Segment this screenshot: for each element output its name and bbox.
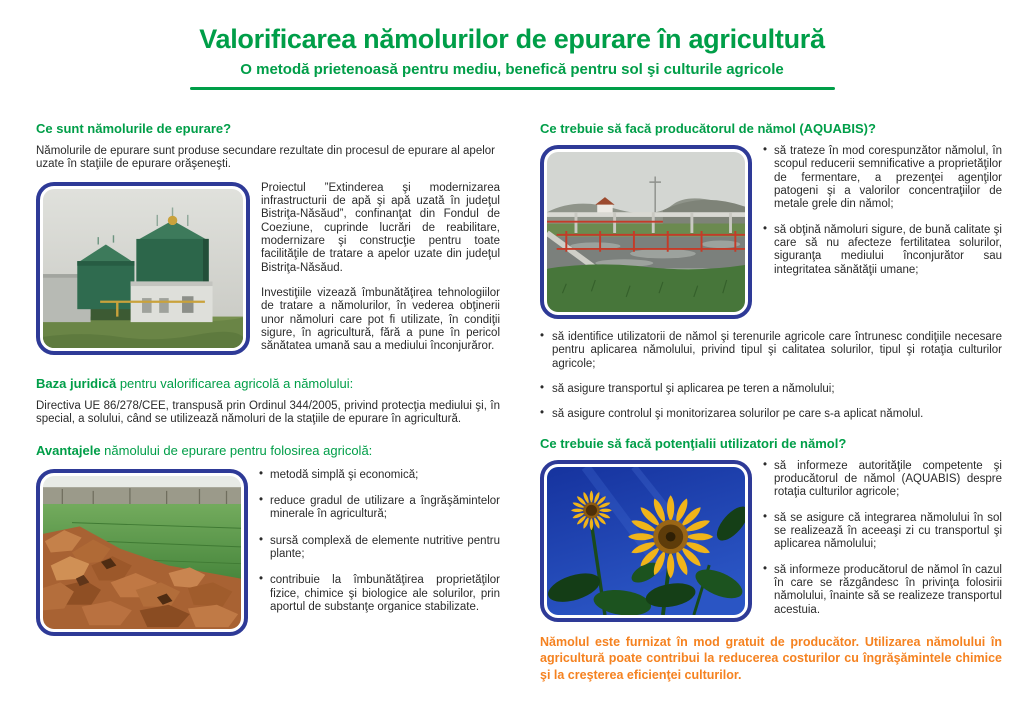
media-row-basins	[540, 145, 1002, 319]
header-rule	[190, 87, 835, 90]
section-heading-users: Ce trebuie să facă potenţialii utilizatori de nămol?	[540, 435, 847, 451]
sludge-photo-illustration	[43, 476, 241, 629]
media-row-sunflowers	[540, 460, 1002, 622]
producer-item: • să identifice utilizatorii de nămol şi terenurile agricole care întrunesc condiţiile necesare pentru aplicarea nămolului, privind tipul şi calitatea solurilor, tipul şi rotaţia culturilor agricole;	[540, 331, 1002, 371]
right-column	[540, 121, 1002, 683]
producer-item: • să obţină nămoluri sigure, de bună calitate şi care să nu afecteze fertilitatea solurilor, siguranţa mediului înconjurător sau integritatea sănătăţii umane;	[763, 224, 1002, 277]
intro-paragraph: Nămolurile de epurare sunt produse secundare rezultate din procesul de epurare al apelor uzate în staţiile de epurare orăşeneşti.	[36, 145, 496, 171]
advantages-list	[259, 469, 500, 628]
producer-item: • să asigure controlul şi monitorizarea solurilor pe care s-a aplicat nămolul.	[540, 408, 1002, 421]
left-column	[36, 121, 500, 636]
project-paragraph-1: Proiectul ”Extinderea şi modernizarea infrastructurii de apă şi apă uzată în judeţul Bistriţa-Năsăud”, confinanţat din Fondul de Coeziune, cuprinde lucrări de reabilitare, modernizare şi construcţie pentru toate facilităţile de tratare a apelor uzate din judeţul Bistriţa-Năsăud.	[261, 181, 500, 274]
law-paragraph: Directiva UE 86/278/CEE, transpusă prin Ordinul 344/2005, privind protecţia mediului şi, în special, a solului, când se utilizează nămoluri de la staţiile de epurare în agricultură.	[36, 399, 500, 426]
advantage-item: • metodă simplă şi economică;	[259, 469, 500, 482]
media-row-sludge	[36, 469, 500, 636]
project-paragraph-2: Investiţiile vizează îmbunătăţirea tehnologiilor de tratare a nămolurilor, în vederea obţinerii unor nămoluri care pot fi utilizate, în condiţii sigure, în agricultură, fără a pune în pericol sănătatea umană sau a mediului înconjurăror.	[261, 287, 500, 353]
user-item: • să informeze autorităţile competente şi producătorul de nămol (AQUABIS) despre rotaţia culturilor agricole;	[763, 460, 1002, 500]
law-heading-rest: pentru valorificarea agricolă a nămolului:	[116, 375, 354, 391]
section-heading-advantages	[36, 443, 500, 458]
sewage-treatment-tanks-photo	[36, 182, 250, 355]
page-title: Valorificarea nămolurilor de epurare în agricultură	[199, 24, 825, 54]
free-sludge-note: Nămolul este furnizat în mod gratuit de producător. Utilizarea nămolului în agricultură poate contribui la reducerea costurilor cu îngrăşămintele chimice şi la creşterea eficienţei culturilor.	[540, 634, 1002, 682]
user-item: • să informeze producătorul de nămol în cazul în care se răzgândesc în privinţa folosirii nămolului, înainte să se realizeze transportul acestuia.	[763, 564, 1002, 617]
sunflower-small	[571, 490, 612, 530]
section-heading-what: Ce sunt nămolurile de epurare?	[36, 121, 232, 136]
page-subtitle: O metodă prietenoasă pentru mediu, benefică pentru sol şi culturile agricole	[240, 61, 784, 78]
producer-item: • să trateze în mod corespunzător nămolul, în scopul reducerii semnificative a proprietăţilor de fermentare, a prezenţei agenţilor patogeni şi a valorilor concentraţiilor de metale grele din nămol;	[763, 145, 1002, 212]
sunflower-large	[628, 495, 713, 578]
sunflowers-photo	[540, 460, 752, 622]
advantage-item: • sursă complexă de elemente nutritive pentru plante;	[259, 535, 500, 562]
section-heading-law	[36, 376, 500, 391]
section-heading-producer: Ce trebuie să facă producătorul de nămol (AQUABIS)?	[540, 121, 876, 136]
basins-photo-illustration	[547, 152, 745, 312]
advantage-item: • reduce gradul de utilizare a îngrăşămintelor minerale în agricultură;	[259, 495, 500, 522]
tanks-photo-illustration	[43, 189, 243, 348]
advantages-heading-rest: nămolului de epurare pentru folosirea agricolă:	[100, 443, 373, 459]
producer-full-list	[540, 331, 1002, 422]
project-text	[261, 182, 500, 354]
sunflowers-photo-illustration	[547, 467, 745, 615]
media-row-tanks	[36, 182, 500, 355]
producer-side-list	[763, 145, 1002, 277]
user-item: • să se asigure că integrarea nămolului în sol se realizează în aceeaşi zi cu transportul şi aplicarea nămolului;	[763, 512, 1002, 552]
law-heading-lead: Baza juridică	[36, 375, 117, 391]
users-list	[763, 460, 1002, 617]
producer-item: • să asigure transportul şi aplicarea pe teren a nămolului;	[540, 383, 1002, 396]
header	[0, 24, 1024, 90]
advantages-heading-lead: Avantajele	[36, 443, 101, 459]
treatment-basins-photo	[540, 145, 752, 319]
dried-sludge-field-photo	[36, 469, 248, 636]
advantage-item: • contribuie la îmbunătăţirea proprietăţilor fizice, chimice şi biologice ale solurilor, prin aportul de substanţe organice stabilizate.	[259, 574, 500, 614]
